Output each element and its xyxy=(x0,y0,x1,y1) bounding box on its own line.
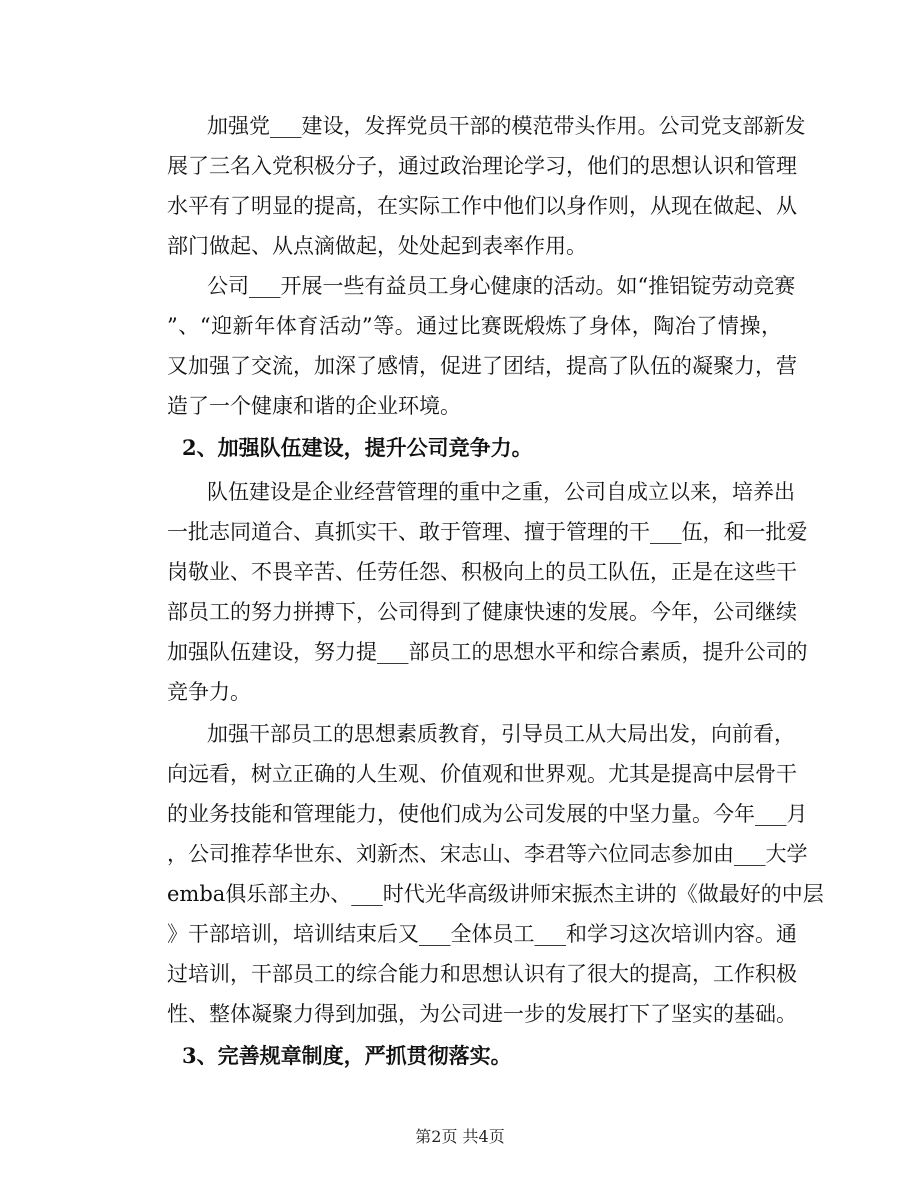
paragraph-2-line-4: 造了一个健康和谐的企业环境。 xyxy=(167,394,461,418)
paragraph-4-line-4: ，公司推荐华世东、刘新杰、宋志山、李君等六位同志参加由___大学 xyxy=(167,842,808,866)
paragraph-4-line-7: 过培训，干部员工的综合能力和思想认识有了很大的提高，工作积极 xyxy=(167,962,797,986)
paragraph-3-line-6: 竞争力。 xyxy=(167,680,251,704)
paragraph-3-line-5: 加强队伍建设，努力提___部员工的思想水平和综合素质，提升公司的 xyxy=(167,640,808,664)
paragraph-4-line-3: 的业务技能和管理能力，使他们成为公司发展的中坚力量。今年___月 xyxy=(167,802,808,826)
paragraph-1-line-4: 部门做起、从点滴做起，处处起到表率作用。 xyxy=(167,234,587,258)
paragraph-3-line-4: 部员工的努力拼搏下，公司得到了健康快速的发展。今年，公司继续 xyxy=(167,600,797,624)
paragraph-4-line-8: 性、整体凝聚力得到加强，为公司进一步的发展打下了坚实的基础。 xyxy=(167,1002,797,1026)
paragraph-1-line-3: 水平有了明显的提高，在实际工作中他们以身作则，从现在做起、从 xyxy=(167,194,797,218)
paragraph-2-line-1: 公司___开展一些有益员工身心健康的活动。如“推铝锭劳动竞赛 xyxy=(207,274,796,298)
section-heading-3: 3、完善规章制度，严抓贯彻落实。 xyxy=(182,1043,512,1068)
paragraph-1-line-1: 加强党___建设，发挥党员干部的模范带头作用。公司党支部新发 xyxy=(207,114,806,138)
paragraph-2-line-3: 又加强了交流，加深了感情，促进了团结，提高了队伍的凝聚力，营 xyxy=(167,354,797,378)
paragraph-3-line-3: 岗敬业、不畏辛苦、任劳任怨、积极向上的员工队伍，正是在这些干 xyxy=(167,560,797,584)
paragraph-4-line-5: emba俱乐部主办、___时代光华高级讲师宋振杰主讲的《做最好的中层 xyxy=(167,882,824,906)
page-number-footer: 第2页 共4页 xyxy=(415,1127,505,1146)
section-heading-2: 2、加强队伍建设，提升公司竞争力。 xyxy=(182,435,533,460)
paragraph-2-line-2: ”、“迎新年体育活动”等。通过比赛既煅炼了身体，陶冶了情操， xyxy=(167,314,782,338)
paragraph-4-line-2: 向远看，树立正确的人生观、价值观和世界观。尤其是提高中层骨干 xyxy=(167,762,797,786)
paragraph-4-line-6: 》干部培训，培训结束后又___全体员工___和学习这次培训内容。通 xyxy=(167,922,797,946)
paragraph-3-line-2: 一批志同道合、真抓实干、敢于管理、擅于管理的干___伍，和一批爱 xyxy=(167,520,808,544)
paragraph-4-line-1: 加强干部员工的思想素质教育，引导员工从大局出发，向前看， xyxy=(207,722,795,746)
paragraph-1-line-2: 展了三名入党积极分子，通过政治理论学习，他们的思想认识和管理 xyxy=(167,154,797,178)
paragraph-3-line-1: 队伍建设是企业经营管理的重中之重，公司自成立以来，培养出 xyxy=(207,480,795,504)
